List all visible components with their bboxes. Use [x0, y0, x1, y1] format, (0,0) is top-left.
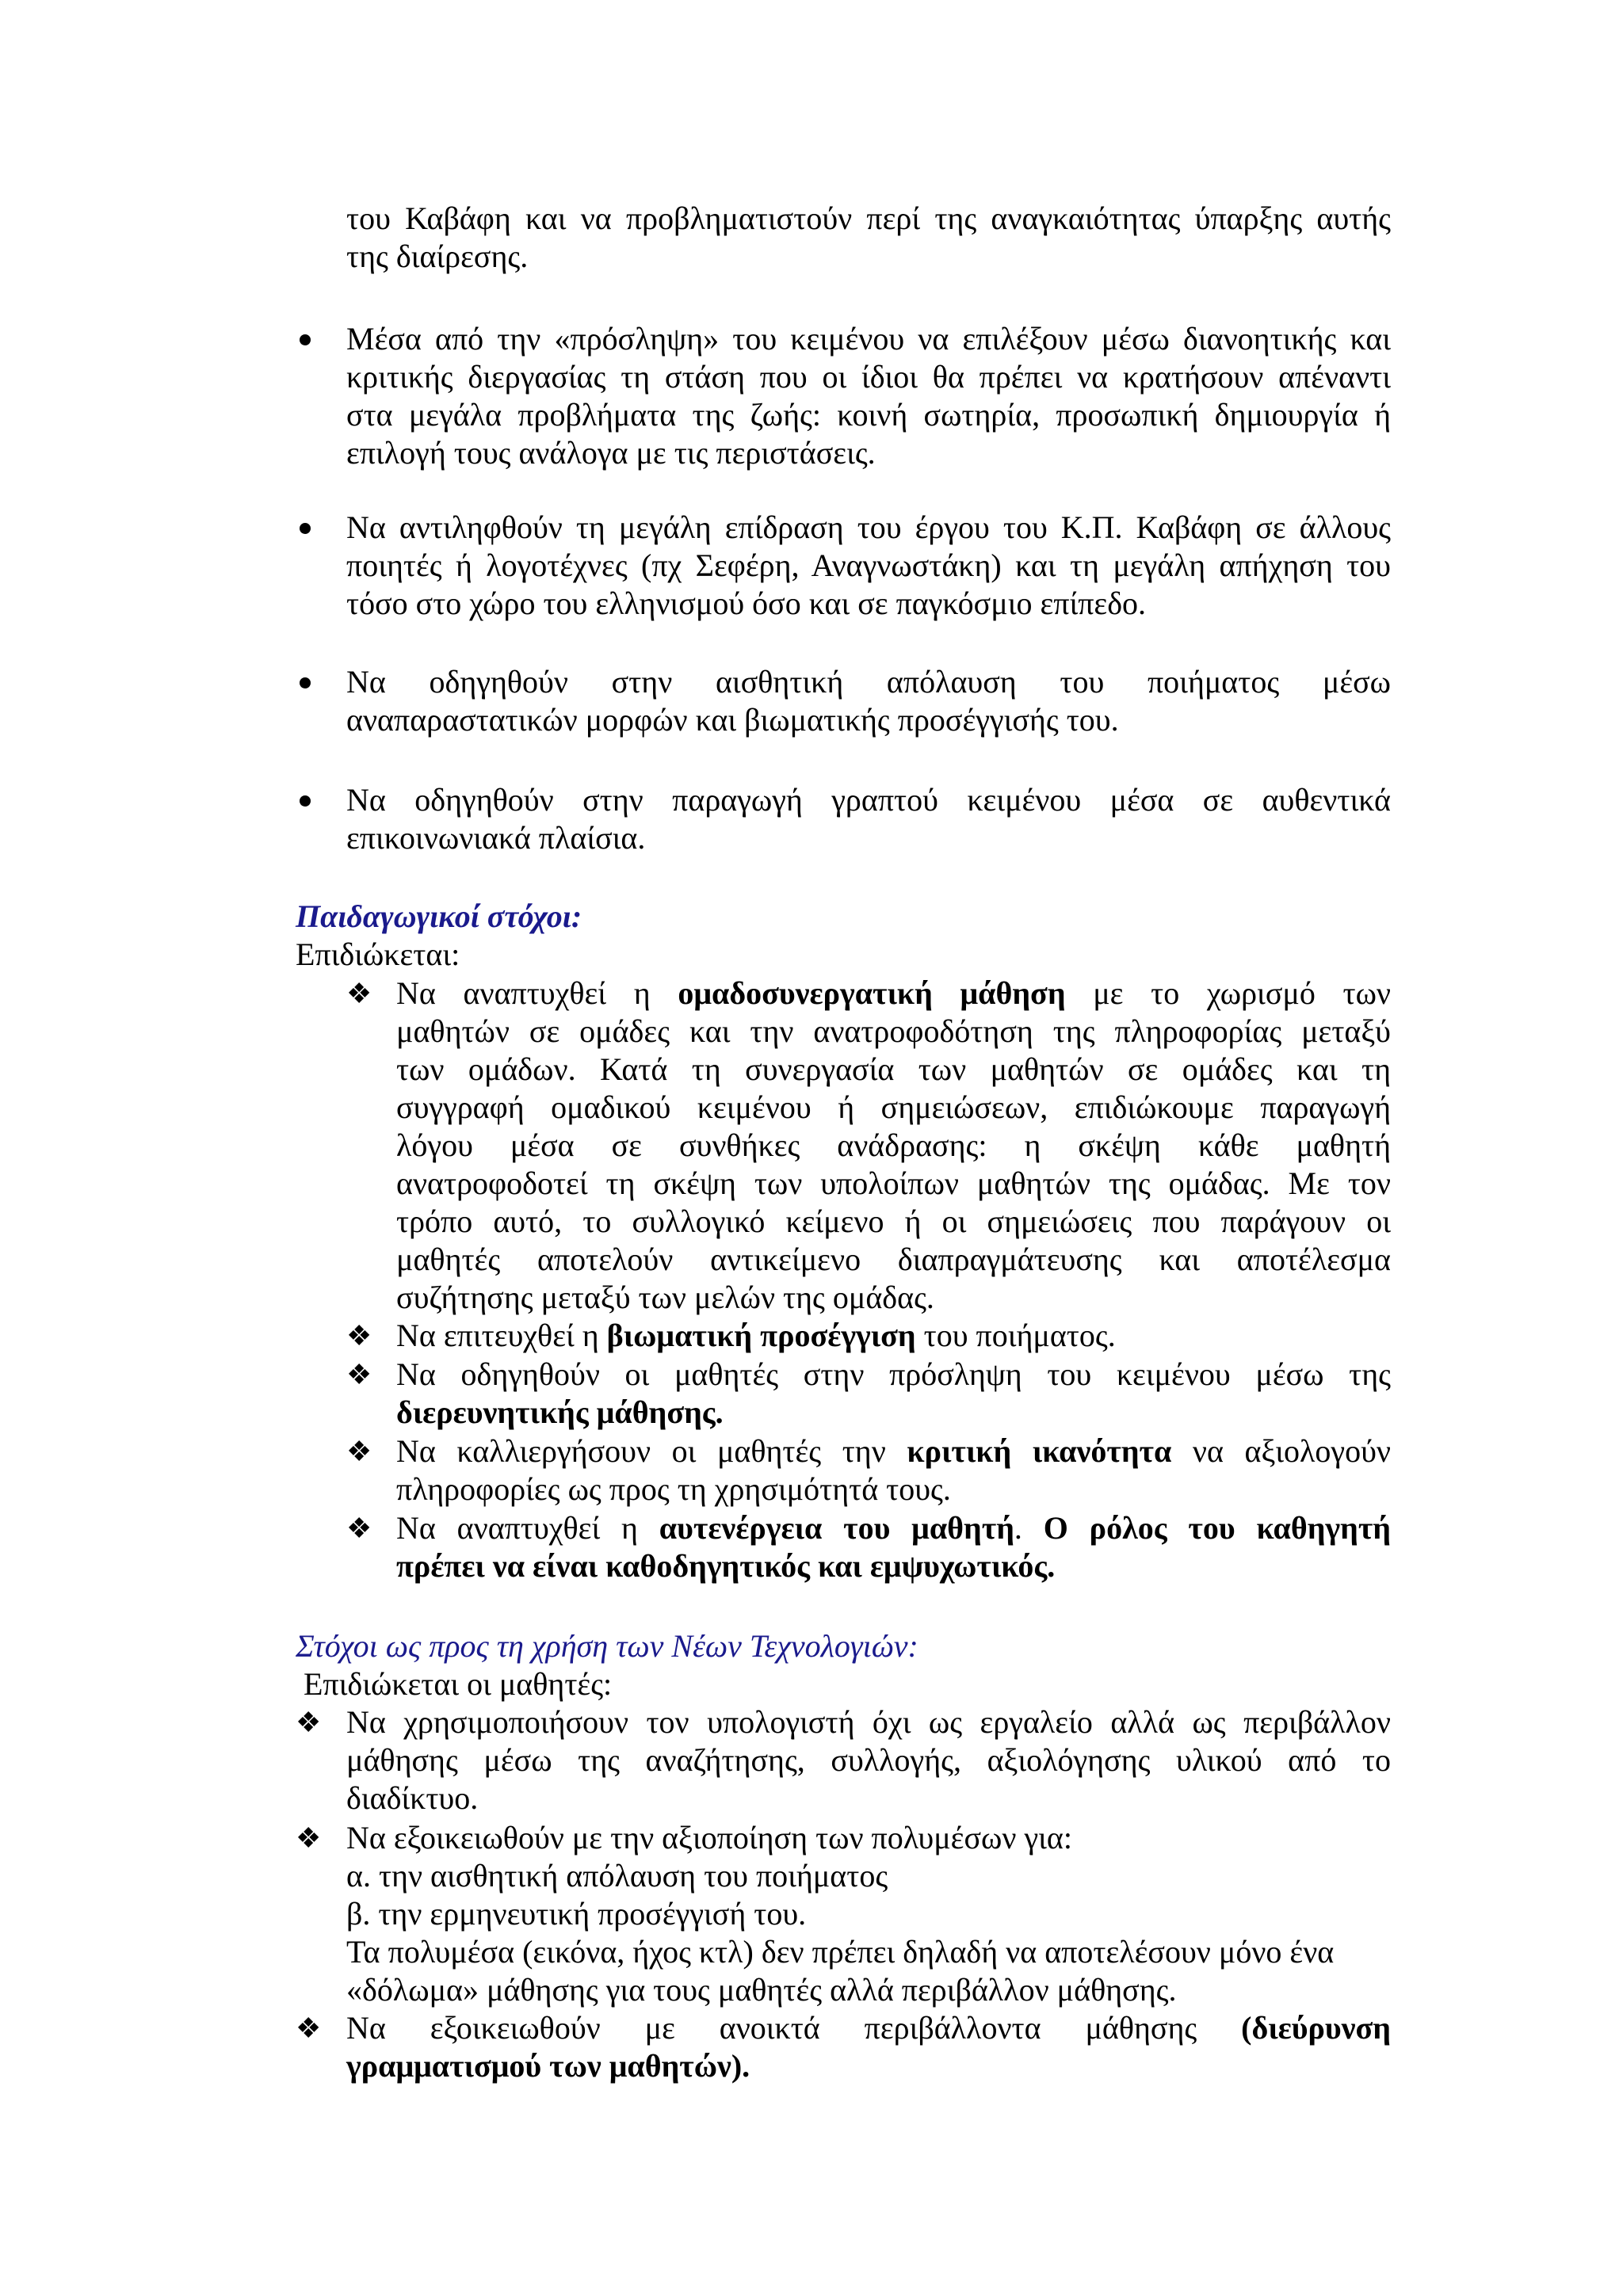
- text-run: Να καλλιεργήσουν οι μαθητές την: [396, 1433, 907, 1469]
- text-line: [396, 1432, 1391, 1470]
- text-line: αναπαραστατικών μορφών και βιωματικής προσέγγισής του.: [346, 702, 1119, 738]
- text-line: των ομάδων. Κατά τη συνεργασία των μαθητών σε ομάδες και τη: [396, 1051, 1391, 1087]
- text-line: τρόπο αυτό, το συλλογικό κείμενο ή οι σημειώσεις που παράγουν οι: [396, 1203, 1391, 1239]
- text-line: της διαίρεσης.: [346, 238, 529, 274]
- dot-bullet-icon: [300, 795, 311, 807]
- text-line: Να εξοικειωθούν με την αξιοποίηση των πολυμέσων για:: [346, 1820, 1072, 1855]
- intro-paragraph: [346, 200, 1391, 276]
- technology-item-1: [346, 1703, 1391, 1817]
- text-line: στα μεγάλα προβλήματα της ζωής: κοινή σωτηρία, προσωπική δημιουργία ή: [346, 397, 1391, 433]
- text-line: τόσο στο χώρο του ελληνισμού όσο και σε παγκόσμιο επίπεδο.: [346, 585, 1147, 621]
- text-line: [396, 1509, 1391, 1547]
- text-line: [346, 2047, 1391, 2085]
- text-line: πληροφορίες ως προς τη χρησιμότητά τους.: [396, 1471, 951, 1507]
- bold-run: (διεύρυνση: [1241, 2010, 1391, 2046]
- bold-run: αυτενέργεια του μαθητή: [659, 1510, 1014, 1546]
- text-line: Τα πολυμέσα (εικόνα, ήχος κτλ) δεν πρέπει δηλαδή να αποτελέσουν μόνο ένα: [346, 1934, 1335, 1970]
- text-line: Να οδηγηθούν στην παραγωγή γραπτού κειμένου μέσα σε αυθεντικά: [346, 782, 1391, 818]
- bold-run: γραμματισμού των μαθητών).: [346, 2048, 750, 2084]
- text-line: μαθητών σε ομάδες και την ανατροφοδότηση της πληροφορίας μεταξύ: [396, 1013, 1391, 1049]
- bold-run: βιωματική προσέγγιση: [606, 1318, 916, 1353]
- text-line: μαθητές αποτελούν αντικείμενο διαπραγμάτευσης και αποτέλεσμα: [396, 1241, 1391, 1277]
- text-line: ποιητές ή λογοτέχνες (πχ Σεφέρη, Αναγνωστάκη) και τη μεγάλη απήχηση του: [346, 547, 1391, 583]
- bullet-paragraph-2: [346, 509, 1391, 623]
- section-intro-pedagogical: Επιδιώκεται:: [296, 936, 460, 972]
- text-run: Να αναπτυχθεί η: [396, 1510, 659, 1546]
- text-line: λόγου μέσα σε συνθήκες ανάδρασης: η σκέψη κάθε μαθητή: [396, 1127, 1391, 1163]
- text-line: συγγραφή ομαδικού κειμένου ή σημειώσεων, επιδιώκουμε παραγωγή: [396, 1089, 1391, 1125]
- diamond-bullet-icon: ❖: [346, 1436, 372, 1467]
- text-line: ανατροφοδοτεί τη σκέψη των υπολοίπων μαθητών της ομάδας. Με τον: [396, 1165, 1391, 1201]
- text-line: επικοινωνιακά πλαίσια.: [346, 820, 646, 856]
- text-line: του Καβάφη και να προβληματιστούν περί της αναγκαιότητας ύπαρξης αυτής: [346, 200, 1391, 236]
- text-line: [396, 1547, 1391, 1585]
- bold-run: Ο ρόλος του καθηγητή: [1043, 1510, 1392, 1546]
- technology-item-3: [346, 2009, 1391, 2085]
- text-run: του ποιήματος.: [915, 1318, 1116, 1353]
- text-line: [396, 1394, 1391, 1432]
- text-line: [346, 2009, 1391, 2047]
- text-run: Να επιτευχθεί η: [396, 1318, 607, 1353]
- text-run: Να εξοικειωθούν με ανοικτά περιβάλλοντα μάθησης: [346, 2010, 1242, 2046]
- section-heading-pedagogical: Παιδαγωγικοί στόχοι:: [296, 898, 582, 934]
- text-run: Να αναπτυχθεί η: [396, 975, 678, 1011]
- text-line: κριτικής διεργασίας τη στάση που οι ίδιοι θα πρέπει να κρατήσουν απέναντι: [346, 359, 1391, 395]
- text-line: Να οδηγηθούν οι μαθητές στην πρόσληψη του κειμένου μέσω της: [396, 1356, 1391, 1392]
- text-line: διαδίκτυο.: [346, 1780, 479, 1816]
- diamond-bullet-icon: ❖: [346, 1512, 372, 1544]
- bullet-paragraph-3: [346, 663, 1391, 739]
- pedagogical-item-4: [396, 1432, 1391, 1508]
- diamond-bullet-icon: ❖: [296, 1822, 322, 1854]
- pedagogical-item-3: [396, 1356, 1391, 1432]
- pedagogical-item-1: [396, 974, 1391, 1317]
- diamond-bullet-icon: ❖: [296, 1707, 322, 1738]
- technology-item-2: [346, 1819, 1391, 2009]
- text-run: με το χωρισμό των: [1065, 975, 1391, 1011]
- pedagogical-item-2: [396, 1317, 1391, 1355]
- section-intro-technology: Επιδιώκεται οι μαθητές:: [304, 1666, 613, 1702]
- text-run: .: [1014, 1510, 1044, 1546]
- text-run: να αξιολογούν: [1171, 1433, 1391, 1469]
- diamond-bullet-icon: ❖: [346, 978, 372, 1009]
- bold-run: ομαδοσυνεργατική μάθηση: [678, 975, 1066, 1011]
- bold-run: πρέπει να είναι καθοδηγητικός και εμψυχωτικός.: [396, 1548, 1056, 1584]
- diamond-bullet-icon: ❖: [346, 1320, 372, 1352]
- text-line: «δόλωμα» μάθησης για τους μαθητές αλλά περιβάλλον μάθησης.: [346, 1972, 1177, 2008]
- text-line: [396, 1317, 1391, 1355]
- text-line: Να αντιληφθούν τη μεγάλη επίδραση του έργου του Κ.Π. Καβάφη σε άλλους: [346, 509, 1391, 545]
- pedagogical-item-5: [396, 1509, 1391, 1585]
- dot-bullet-icon: [300, 677, 311, 688]
- text-line: επιλογή τους ανάλογα με τις περιστάσεις.: [346, 435, 876, 471]
- dot-bullet-icon: [300, 523, 311, 534]
- text-line: Μέσα από την «πρόσληψη» του κειμένου να επιλέξουν μέσω διανοητικής και: [346, 321, 1391, 357]
- text-line: Να οδηγηθούν στην αισθητική απόλαυση του ποιήματος μέσω: [346, 664, 1391, 700]
- bold-run: κριτική ικανότητα: [907, 1433, 1172, 1469]
- text-line: [396, 974, 1391, 1013]
- text-line: Να χρησιμοποιήσουν τον υπολογιστή όχι ως εργαλείο αλλά ως περιβάλλον: [346, 1704, 1391, 1740]
- section-heading-technology: Στόχοι ως προς τη χρήση των Νέων Τεχνολογιών:: [296, 1628, 918, 1664]
- text-line: συζήτησης μεταξύ των μελών της ομάδας.: [396, 1280, 934, 1315]
- text-line: μάθησης μέσω της αναζήτησης, συλλογής, αξιολόγησης υλικού από το: [346, 1742, 1391, 1778]
- bold-run: διερευνητικής μάθησης.: [396, 1394, 724, 1430]
- dot-bullet-icon: [300, 334, 311, 345]
- text-line: β. την ερμηνευτική προσέγγισή του.: [346, 1896, 807, 1932]
- diamond-bullet-icon: ❖: [296, 2012, 322, 2044]
- bullet-paragraph-4: [346, 781, 1391, 857]
- text-line: α. την αισθητική απόλαυση του ποιήματος: [346, 1858, 888, 1894]
- diamond-bullet-icon: ❖: [346, 1359, 372, 1390]
- bullet-paragraph-1: [346, 320, 1391, 472]
